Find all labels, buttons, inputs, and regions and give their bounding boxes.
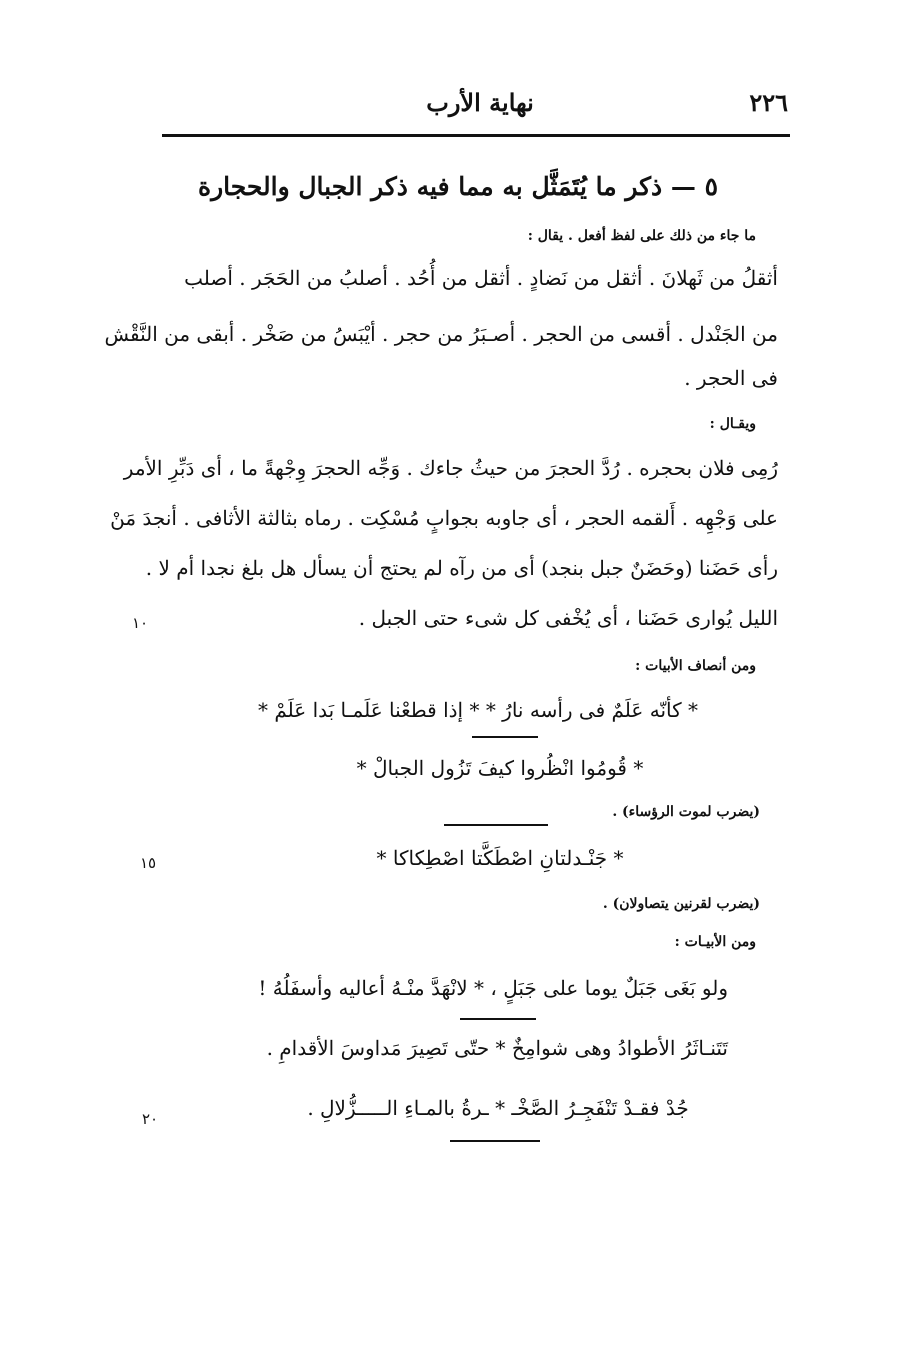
sub-label: ومن أنصاف الأبيات : [635,658,756,674]
verse-divider [472,736,538,738]
paragraph-line: أثقلُ من ثَهلانَ . أثقل من نَضادٍ . أثقل من أُحُد . أصلبُ من الحَجَر . أصلب [184,266,778,290]
paragraph-line: من الجَنْدل . أقسى من الحجر . أصـبَرُ من حجر . أيْبَسُ من صَخْر . أبقى من النَّقْش [104,322,778,346]
paragraph-line: رأى حَضَنا (وحَضَنٌ جبل بنجد) أى من رآه لم يحتج أن يسأل هل بلغ نجدا أم لا . [145,556,778,580]
running-title: نهاية الأرب [426,88,534,117]
margin-line-number: ١٠ [131,614,149,632]
verse-divider [460,1018,536,1020]
header-rule [162,134,790,137]
verse-line: جُدْ فقـدْ تَنْفَجِـرُ الصَّخْـ * ـرةُ بالمـاءِ الـــــزُّلالِ . [307,1096,689,1120]
verse-line: ولو بَغَى جَبَلٌ يوما على جَبَلٍ ، * لانْهَدَّ منْـهُ أعاليه وأسفَلُهُ ! [258,976,728,1000]
margin-line-number: ٢٠ [141,1110,159,1128]
verse-divider [444,824,548,826]
section-heading: ٥ — ذكر ما يُتَمَثَّل به مما فيه ذكر الجبال والحجارة [197,172,718,201]
half-verse-line: * جَنْـدلتانِ اصْطَكَّتا اصْطِكاكا * [376,846,624,870]
paragraph-line: رُمِى فلان بحجره . رُدَّ الحجرَ من حيثُ جاءك . وَجِّه الحجرَ وِجْهةً ما ، أى دَبِّرِ الأمر [123,456,778,480]
verse-divider [450,1140,540,1142]
page-number: ٢٢٦ [749,88,788,117]
paragraph-line: على وَجْهِه . أَلقمه الحجر ، أى جاوبه بجوابٍ مُسْكِت . رماه بثالثة الأثافى . أنجدَ مَنْ [110,506,778,530]
note: (يضرب لقرنين يتصاولان) . [602,896,760,912]
margin-line-number: ١٥ [139,854,157,872]
paragraph-line: فى الحجر . [684,366,778,390]
sub-label: ومن الأبيـات : [674,934,756,950]
half-verse-line: * قُومُوا انْظُروا كيفَ تَزُول الجبالْ * [356,756,644,780]
sub-label: ويقـال : [709,416,756,432]
note: (يضرب لموت الرؤساء) . [612,804,760,820]
half-verse-line: * كأنّه عَلَمٌ فى رأسه نارُ * * إذا قطعْنا عَلَمـا بَدا عَلَمْ * [258,698,698,722]
paragraph-line: الليل يُوارى حَضَنا ، أى يُخْفى كل شىء حتى الجبل . [358,606,778,630]
intro-label: ما جاء من ذلك على لفظ أفعل . يقال : [527,228,756,244]
verse-line: تَتَنـاثَرُ الأطوادُ وهى شوامِخٌ * حتّى تَصِيرَ مَداوسَ الأقدامِ . [266,1036,728,1060]
